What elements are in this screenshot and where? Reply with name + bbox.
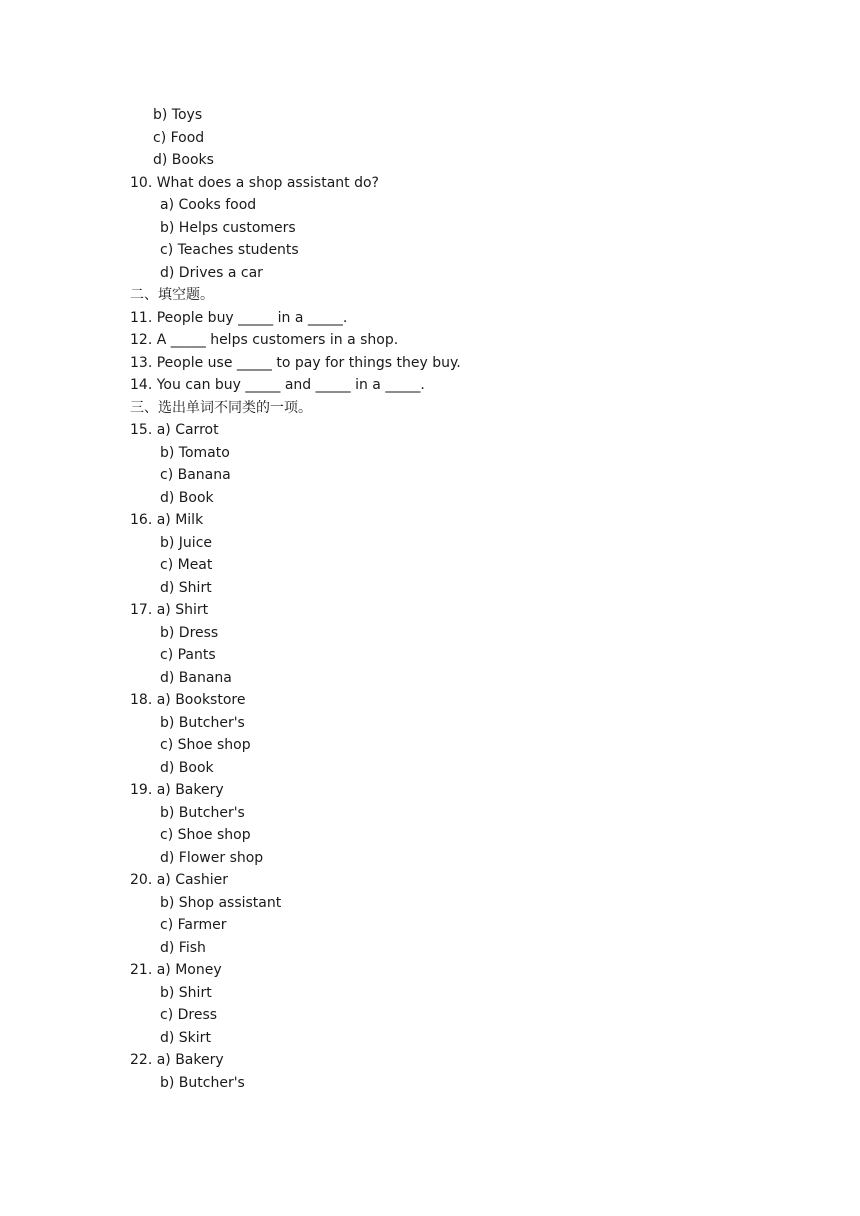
question-line: 11. People buy _____ in a _____. [130, 309, 348, 326]
option-line: c) Farmer [160, 917, 227, 933]
section-heading: 三、选出单词不同类的一项。 [130, 399, 312, 416]
option-line: d) Drives a car [160, 264, 263, 281]
option-line: b) Tomato [160, 444, 230, 461]
question-line: 19. a) Bakery [130, 782, 224, 798]
option-line: c) Banana [160, 467, 231, 483]
option-line: d) Shirt [160, 579, 212, 596]
option-line: c) Food [153, 129, 205, 146]
question-line: 17. a) Shirt [130, 602, 209, 618]
option-line: b) Butcher's [160, 714, 245, 731]
question-line: 14. You can buy _____ and _____ in a _____. [130, 377, 425, 393]
option-line: d) Books [153, 152, 214, 168]
question-line: 12. A _____ helps customers in a shop. [130, 332, 399, 348]
question-line: 21. a) Money [130, 962, 222, 978]
option-line: d) Book [160, 489, 214, 506]
question-line: 18. a) Bookstore [130, 692, 246, 708]
question-line: 15. a) Carrot [130, 422, 219, 438]
question-line: 10. What does a shop assistant do? [130, 174, 379, 191]
option-line: c) Dress [160, 1007, 218, 1023]
option-line: b) Butcher's [160, 804, 245, 821]
option-line: d) Skirt [160, 1029, 211, 1046]
question-line: 16. a) Milk [130, 512, 204, 528]
option-line: d) Flower shop [160, 849, 264, 866]
option-line: d) Fish [160, 939, 206, 956]
question-line: 13. People use _____ to pay for things they buy. [130, 354, 461, 371]
option-line: d) Book [160, 759, 214, 776]
option-line: c) Teaches students [160, 242, 299, 258]
document-page [0, 104, 860, 1094]
option-line: a) Cooks food [160, 197, 257, 213]
option-line: b) Butcher's [160, 1074, 245, 1091]
option-line: b) Dress [160, 624, 219, 641]
question-line: 20. a) Cashier [130, 872, 228, 888]
option-line: c) Meat [160, 557, 213, 573]
option-line: b) Toys [153, 107, 203, 123]
option-line: b) Helps customers [160, 219, 296, 236]
option-line: c) Shoe shop [160, 827, 251, 843]
option-line: d) Banana [160, 669, 232, 686]
option-line: b) Shop assistant [160, 894, 282, 911]
option-line: b) Shirt [160, 984, 212, 1001]
question-line: 22. a) Bakery [130, 1052, 224, 1068]
option-line: c) Shoe shop [160, 737, 251, 753]
option-line: b) Juice [160, 534, 213, 551]
option-line: c) Pants [160, 647, 216, 663]
section-heading: 二、填空题。 [130, 287, 214, 303]
